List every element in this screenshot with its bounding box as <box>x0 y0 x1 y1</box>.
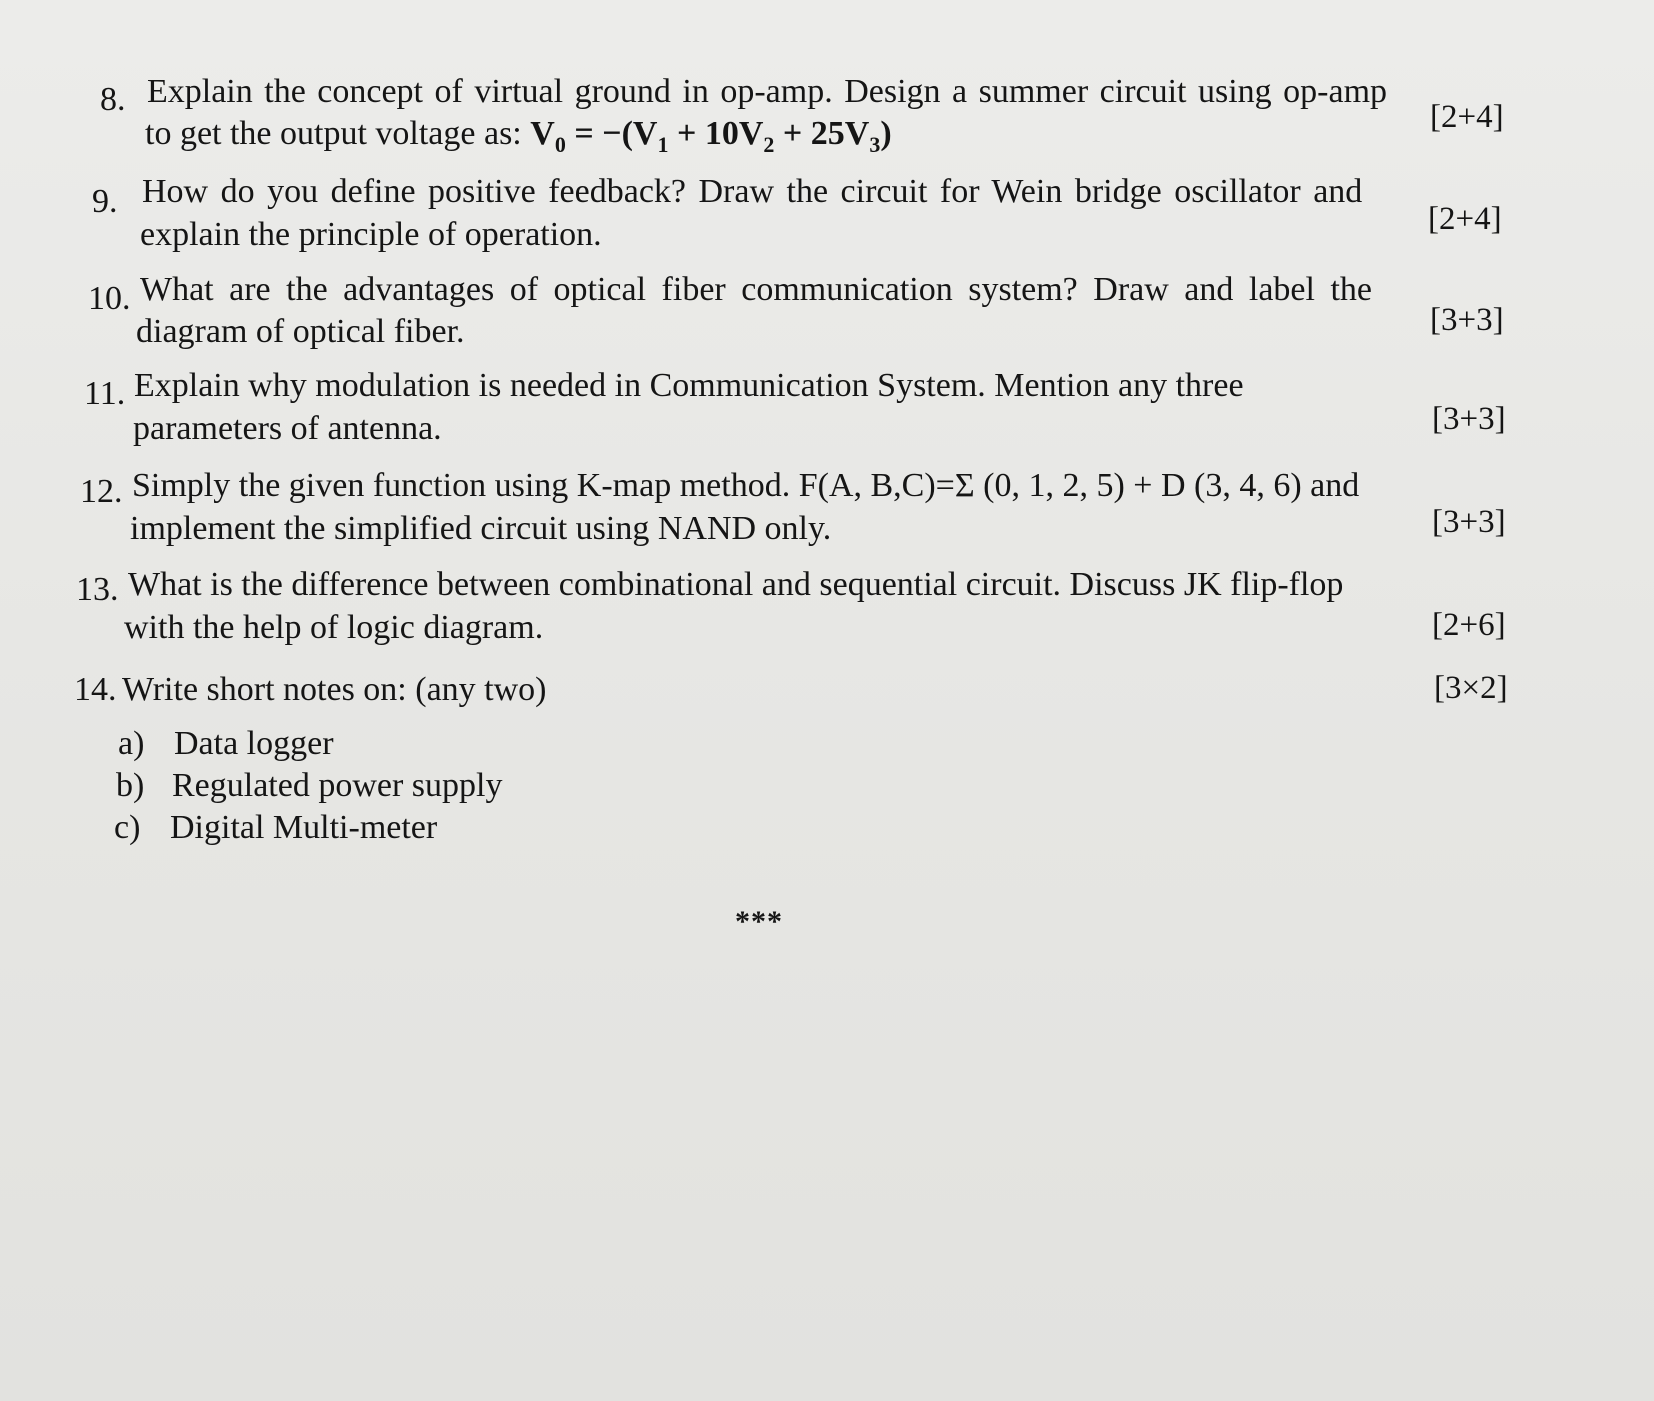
question-text-line-2: with the help of logic diagram. <box>124 609 544 646</box>
question-text-line-1: Write short notes on: (any two) <box>122 671 547 708</box>
output-voltage-formula: $V_0 = -(V_1 + 10V_2 + 25V_3)$ <box>530 115 892 157</box>
question-number: 12. <box>80 473 123 510</box>
question-text-line-2: diagram of optical fiber. <box>136 313 465 350</box>
list-item <box>114 806 437 850</box>
question-marks: [2+4] <box>1428 201 1502 237</box>
question-marks: [3+3] <box>1432 401 1506 437</box>
question-number: 13. <box>76 571 119 608</box>
question-marks: [2+6] <box>1432 607 1506 643</box>
question-marks: [2+4] <box>1430 99 1504 135</box>
question-text-line-2: implement the simplified circuit using NAND only. <box>130 510 832 547</box>
question-text-line-1: Simply the given function using K-map method. F(A, B,C)=Σ (0, 1, 2, 5) + D (3, 4, 6) and <box>132 467 1360 504</box>
question-text-line-2: explain the principle of operation. <box>140 216 602 253</box>
question-text-line-2 <box>145 112 892 167</box>
question-marks: [3+3] <box>1432 504 1506 540</box>
question-marks: [3+3] <box>1430 302 1504 338</box>
option-text: Digital Multi-meter <box>170 809 438 846</box>
question-text-line-1: Explain the concept of virtual ground in op-amp. Design a summer circuit using op-amp <box>147 73 1388 110</box>
question-marks: [3×2] <box>1434 670 1508 706</box>
option-text: Data logger <box>174 725 334 762</box>
question-number: 10. <box>88 280 131 317</box>
question-text-line-1: How do you define positive feedback? Draw the circuit for Wein bridge oscillator and <box>142 173 1363 210</box>
question-text-line-2-prefix: to get the output voltage as: <box>145 115 531 152</box>
end-of-paper-mark: *** <box>735 905 783 938</box>
list-item <box>116 764 503 808</box>
question-number: 9. <box>92 183 118 220</box>
question-text-line-1: What is the difference between combinational and sequential circuit. Discuss JK flip-flop <box>128 566 1344 603</box>
question-number: 11. <box>84 375 126 412</box>
option-label: c) <box>114 809 141 846</box>
question-text-line-1: What are the advantages of optical fiber communication system? Draw and label the <box>140 271 1372 308</box>
question-number: 14. <box>74 671 117 708</box>
question-text-line-1: Explain why modulation is needed in Communication System. Mention any three <box>134 367 1244 404</box>
question-number: 8. <box>100 81 126 118</box>
option-label: a) <box>118 725 145 762</box>
option-text: Regulated power supply <box>172 767 503 804</box>
question-text-line-2: parameters of antenna. <box>133 410 442 447</box>
option-label: b) <box>116 767 145 804</box>
list-item <box>118 722 334 766</box>
